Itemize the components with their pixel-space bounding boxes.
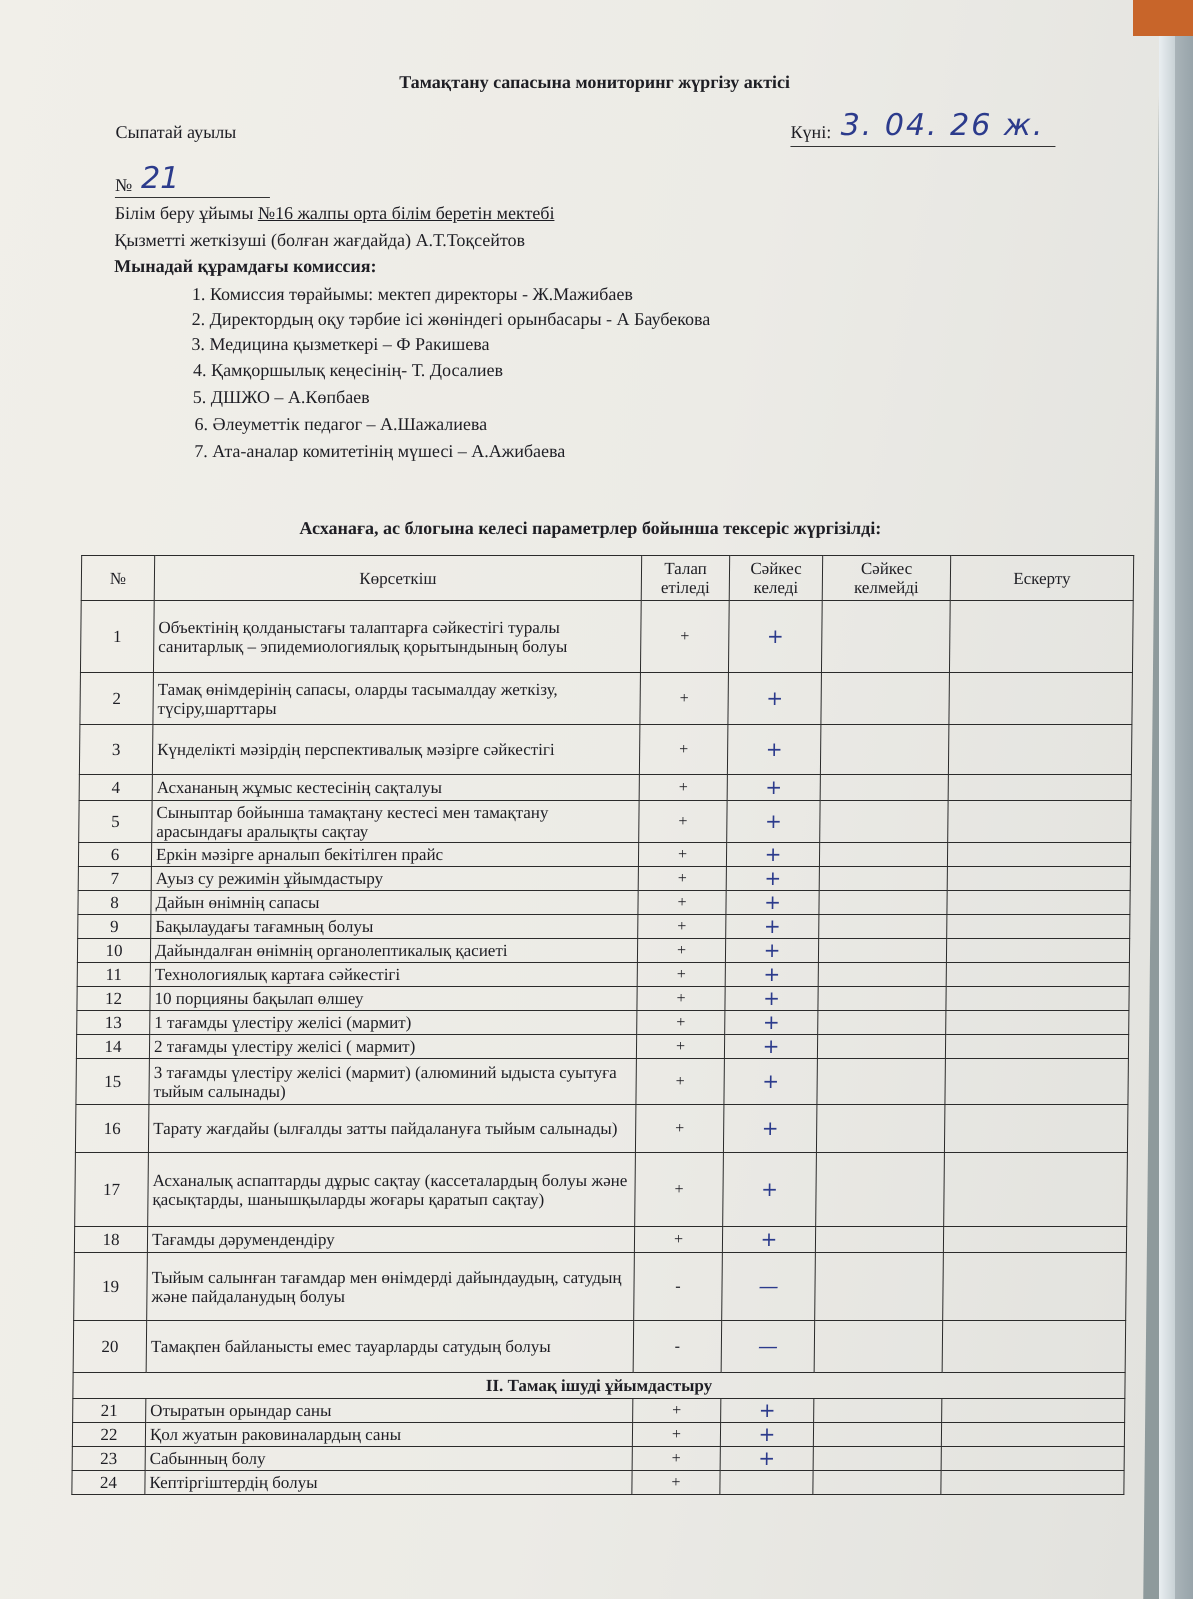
row-number: 19: [74, 1253, 148, 1321]
row-note: [941, 1447, 1124, 1471]
organization-line: [115, 203, 555, 224]
row-number: 16: [75, 1105, 149, 1153]
row-note: [942, 1399, 1125, 1423]
row-number: 20: [73, 1321, 147, 1373]
row-compliant-mark: +: [721, 1399, 814, 1423]
number-label: №: [114, 175, 133, 195]
organization-value: №16 жалпы орта білім беретін мектебі: [257, 203, 555, 223]
row-noncompliant: [818, 939, 946, 963]
row-required-mark: -: [634, 1253, 723, 1321]
row-number: 13: [77, 1011, 150, 1035]
row-note: [941, 1471, 1124, 1495]
row-note: [948, 775, 1131, 801]
row-note: [943, 1227, 1126, 1253]
member-7: 7. Ата-аналар комитетінің мүшесі – А.Ажибаева: [194, 441, 566, 461]
row-compliant-mark: +: [724, 1035, 817, 1059]
village-name: Сыпатай ауылы: [115, 122, 237, 142]
row-compliant-mark: +: [724, 1059, 817, 1105]
row-noncompliant: [819, 843, 947, 867]
row-noncompliant: [819, 867, 947, 891]
row-compliant-mark: +: [725, 963, 818, 987]
row-compliant-mark: +: [726, 867, 819, 891]
row-indicator: Тыйым салынған тағамдар мен өнімдерді дайындаудың, сатудың және пайдаланудың болуы: [147, 1253, 635, 1321]
member-4: 4. Қамқоршылық кеңесінің- Т. Досалиев: [193, 360, 504, 380]
row-number: 12: [77, 987, 150, 1011]
row-compliant-mark: +: [728, 673, 822, 725]
row-indicator: Ауыз су режимін ұйымдастыру: [151, 867, 638, 891]
table-row: [80, 601, 1133, 673]
row-required-mark: +: [636, 1035, 724, 1059]
number-handwritten: 21: [140, 161, 180, 196]
table-row: [78, 891, 1130, 915]
row-noncompliant: [817, 1035, 945, 1059]
row-compliant-mark: +: [727, 725, 821, 775]
row-note: [949, 673, 1133, 725]
row-required-mark: +: [639, 725, 728, 775]
table-row: [75, 1105, 1128, 1153]
row-noncompliant: [820, 725, 949, 775]
row-number: 18: [74, 1227, 147, 1253]
table-row: [77, 963, 1129, 987]
row-indicator: Тамақ өнімдерінің сапасы, оларды тасымалдау жеткізу, түсіру,шарттары: [153, 673, 641, 725]
row-note: [946, 939, 1129, 963]
row-indicator: Еркін мәзірге арналып бекітілген прайс: [151, 843, 638, 867]
row-indicator: Тарату жағдайы (ылғалды затты пайдалануға тыйым салынады): [148, 1105, 636, 1153]
row-required-mark: +: [635, 1105, 724, 1153]
section-2-title: II. Тамақ ішуді ұйымдастыру: [73, 1373, 1125, 1399]
row-noncompliant: [816, 1105, 945, 1153]
organization-label: Білім беру ұйымы: [114, 203, 254, 223]
row-required-mark: +: [637, 963, 725, 987]
row-noncompliant: [815, 1253, 944, 1321]
row-noncompliant: [821, 673, 950, 725]
table-row: [75, 1153, 1128, 1227]
row-number: 5: [79, 801, 152, 843]
row-noncompliant: [820, 775, 948, 801]
row-noncompliant: [818, 1011, 946, 1035]
date-label: Күні:: [790, 122, 832, 142]
row-indicator: Сабынның болу: [145, 1447, 632, 1471]
row-indicator: Дайын өнімнің сапасы: [151, 891, 638, 915]
row-noncompliant: [815, 1227, 943, 1253]
date-field: [790, 108, 1055, 147]
row-note: [946, 963, 1129, 987]
row-required-mark: +: [638, 843, 726, 867]
document-title: Тамақтану сапасына мониторинг жүргізу актісі: [399, 72, 791, 92]
row-compliant-mark: +: [720, 1447, 813, 1471]
row-indicator: 3 тағамды үлестіру желісі (мармит) (алюминий ыдыста суытуға тыйым салынады): [149, 1059, 636, 1105]
row-note: [947, 867, 1130, 891]
row-required-mark: -: [633, 1321, 722, 1373]
member-2: 2. Директордың оқу тәрбие ісі жөніндегі орынбасары - А Баубекова: [191, 309, 711, 329]
row-note: [944, 1153, 1128, 1227]
row-required-mark: +: [633, 1399, 721, 1423]
member-6: 6. Әлеуметтік педагог – А.Шажалиева: [194, 414, 488, 434]
row-compliant-mark: +: [723, 1153, 817, 1227]
row-number: 8: [78, 891, 151, 915]
row-indicator: Отыратын орындар саны: [146, 1399, 633, 1423]
row-indicator: Объектінің қолданыстағы талаптарға сәйкестігі туралы санитарлық – эпидемиологиялық қорытындының болуы: [153, 601, 641, 673]
row-indicator: Күнделікті мәзірдің перспективалық мәзірге сәйкестігі: [152, 725, 640, 775]
row-compliant-mark: [720, 1471, 813, 1495]
row-indicator: Кептіргіштердің болуы: [145, 1471, 632, 1495]
row-indicator: Дайындалған өнімнің органолептикалық қасиеті: [150, 939, 637, 963]
row-required-mark: +: [632, 1471, 720, 1495]
row-noncompliant: [818, 963, 946, 987]
row-number: 23: [72, 1447, 145, 1471]
row-note: [946, 987, 1129, 1011]
row-required-mark: +: [636, 1059, 724, 1105]
table-row: [79, 725, 1132, 775]
row-noncompliant: [819, 915, 947, 939]
row-required-mark: +: [640, 601, 729, 673]
row-indicator: 1 тағамды үлестіру желісі (мармит): [150, 1011, 637, 1035]
col-indicator: Көрсеткіш: [154, 556, 641, 601]
commission-title: Мынадай құрамдағы комиссия:: [114, 256, 377, 276]
row-compliant-mark: +: [726, 891, 819, 915]
col-note: Ескерту: [950, 556, 1133, 601]
date-handwritten: 3. 04. 26 ж.: [840, 108, 1045, 143]
table-row: [72, 1447, 1124, 1471]
inspection-section-title: Асханаға, ас блогына келесі параметрлер бойынша тексеріс жүргізілді:: [299, 518, 882, 538]
row-required-mark: +: [639, 801, 727, 843]
row-number: 21: [73, 1399, 146, 1423]
row-number: 7: [78, 867, 151, 891]
row-required-mark: +: [632, 1423, 720, 1447]
row-indicator: 10 порцияны бақылап өлшеу: [150, 987, 637, 1011]
row-note: [944, 1105, 1128, 1153]
row-compliant-mark: +: [720, 1423, 813, 1447]
row-note: [947, 915, 1130, 939]
row-noncompliant: [814, 1399, 942, 1423]
row-required-mark: +: [639, 775, 727, 801]
number-field: [114, 161, 270, 198]
row-indicator: Сыныптар бойынша тамақтану кестесі мен тамақтану арасындағы аралықты сақтау: [152, 801, 639, 843]
row-number: 1: [80, 601, 154, 673]
row-noncompliant: [817, 1059, 945, 1105]
row-compliant-mark: +: [722, 1227, 815, 1253]
row-number: 24: [72, 1471, 145, 1495]
row-number: 11: [77, 963, 150, 987]
row-compliant-mark: +: [728, 601, 822, 673]
row-number: 22: [72, 1423, 145, 1447]
member-1: 1. Комиссия төрайымы: мектеп директоры - Ж.Мажибаев: [191, 284, 633, 304]
row-compliant-mark: —: [722, 1253, 816, 1321]
row-number: 14: [76, 1035, 149, 1059]
row-required-mark: +: [637, 1011, 725, 1035]
row-required-mark: +: [635, 1153, 724, 1227]
table-row: [77, 987, 1129, 1011]
row-note: [948, 801, 1131, 843]
row-number: 6: [78, 843, 151, 867]
table-row: [76, 1035, 1128, 1059]
row-noncompliant: [814, 1321, 943, 1373]
member-3: 3. Медицина қызметкері – Ф Ракишева: [191, 334, 490, 354]
row-required-mark: +: [638, 915, 726, 939]
inspection-table: [71, 555, 1134, 1495]
row-noncompliant: [813, 1471, 941, 1495]
table-row: [73, 1399, 1125, 1423]
row-compliant-mark: —: [721, 1321, 815, 1373]
page-edge-highlight: [1159, 0, 1175, 1599]
row-note: [945, 1059, 1128, 1105]
row-compliant-mark: +: [725, 987, 818, 1011]
row-required-mark: +: [637, 987, 725, 1011]
row-note: [949, 601, 1133, 673]
row-required-mark: +: [632, 1447, 720, 1471]
row-compliant-mark: +: [727, 801, 820, 843]
table-row: [74, 1227, 1126, 1253]
table-row: [76, 1059, 1128, 1105]
section-2-row: [73, 1373, 1125, 1399]
row-note: [948, 725, 1132, 775]
row-required-mark: +: [638, 867, 726, 891]
binder-corner: [1133, 0, 1193, 36]
row-noncompliant: [820, 801, 948, 843]
table-row: [78, 867, 1130, 891]
row-note: [946, 1011, 1129, 1035]
row-compliant-mark: +: [723, 1105, 817, 1153]
row-number: 17: [75, 1153, 149, 1227]
row-number: 15: [76, 1059, 149, 1105]
row-indicator: Технологиялық картаға сәйкестігі: [150, 963, 637, 987]
row-noncompliant: [819, 891, 947, 915]
row-note: [942, 1321, 1126, 1373]
member-5: 5. ДШЖО – А.Көпбаев: [192, 387, 370, 407]
row-number: 9: [78, 915, 151, 939]
row-noncompliant: [813, 1447, 941, 1471]
row-required-mark: +: [634, 1227, 722, 1253]
row-note: [947, 843, 1130, 867]
row-required-mark: +: [638, 891, 726, 915]
row-note: [943, 1253, 1127, 1321]
table-row: [73, 1321, 1126, 1373]
table-row: [78, 843, 1130, 867]
row-note: [941, 1423, 1124, 1447]
col-number: №: [81, 556, 154, 601]
col-noncompliant: Сәйкес келмейді: [822, 556, 950, 601]
row-noncompliant: [813, 1423, 941, 1447]
row-required-mark: +: [637, 939, 725, 963]
col-compliant: Сәйкес келеді: [729, 556, 822, 601]
row-noncompliant: [818, 987, 946, 1011]
table-row: [79, 801, 1131, 843]
table-row: [72, 1471, 1124, 1495]
row-note: [945, 1035, 1128, 1059]
row-compliant-mark: +: [725, 939, 818, 963]
row-indicator: Қол жуатын раковиналардың саны: [145, 1423, 632, 1447]
table-row: [74, 1253, 1127, 1321]
row-indicator: Тамақпен байланысты емес тауарларды сатудың болуы: [146, 1321, 634, 1373]
row-indicator: Асханалық аспаптарды дұрыс сақтау (кассеталардың болуы және қасықтарды, шанышқыларды жоғары қаратып сақтау): [148, 1153, 636, 1227]
row-number: 2: [80, 673, 154, 725]
table-row: [77, 939, 1129, 963]
row-compliant-mark: +: [727, 775, 820, 801]
row-indicator: Асхананың жұмыс кестесінің сақталуы: [152, 775, 639, 801]
row-compliant-mark: +: [726, 915, 819, 939]
row-indicator: Бақылаудағы тағамның болуы: [151, 915, 638, 939]
row-number: 3: [79, 725, 153, 775]
row-noncompliant: [821, 601, 950, 673]
row-note: [947, 891, 1130, 915]
table-row: [78, 915, 1130, 939]
supplier-line: Қызметті жеткізуші (болған жағдайда) А.Т.Тоқсейтов: [114, 230, 526, 250]
row-number: 4: [79, 775, 152, 801]
table-row: [72, 1423, 1124, 1447]
table-row: [79, 775, 1131, 801]
col-required: Талап етіледі: [641, 556, 729, 601]
table-header-row: [81, 556, 1133, 601]
table-row: [80, 673, 1133, 725]
row-noncompliant: [816, 1153, 945, 1227]
row-compliant-mark: +: [725, 1011, 818, 1035]
row-indicator: 2 тағамды үлестіру желісі ( мармит): [149, 1035, 636, 1059]
row-required-mark: +: [640, 673, 729, 725]
row-compliant-mark: +: [726, 843, 819, 867]
row-indicator: Тағамды дәрумендендіру: [147, 1227, 634, 1253]
row-number: 10: [77, 939, 150, 963]
table-row: [77, 1011, 1129, 1035]
